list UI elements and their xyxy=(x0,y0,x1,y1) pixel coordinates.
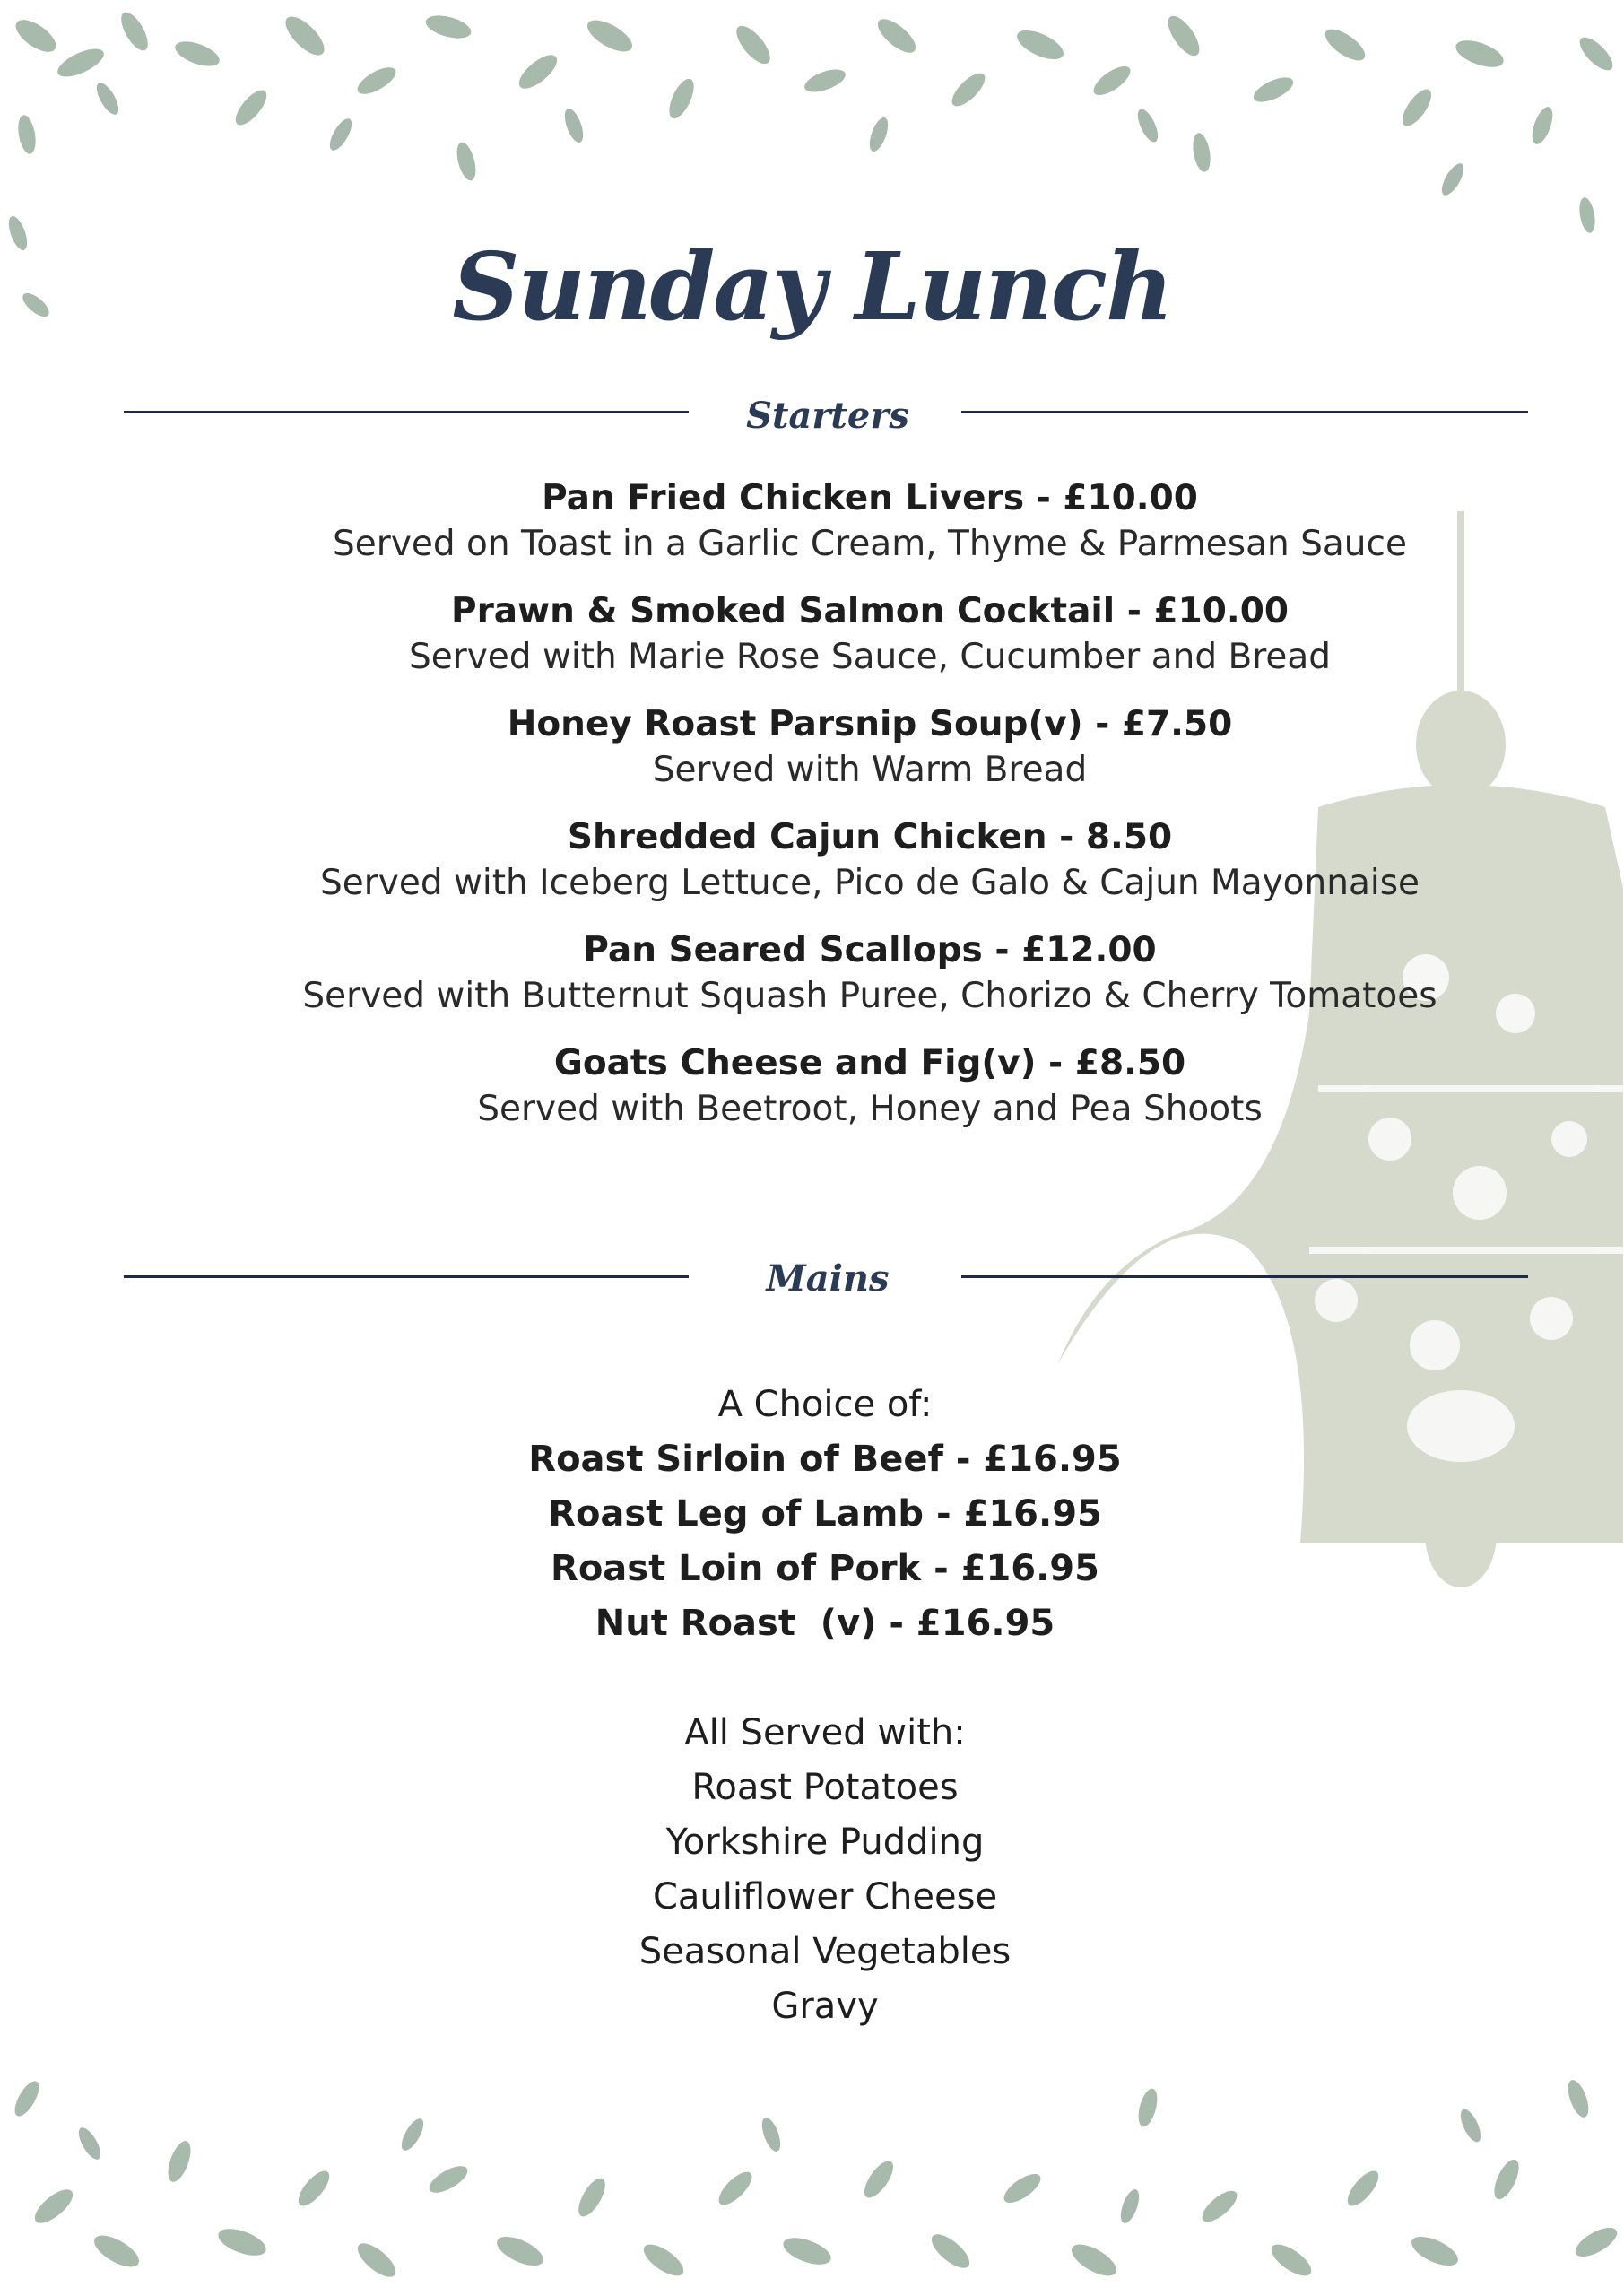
starters-heading: Starters xyxy=(746,395,909,437)
side-item: Roast Potatoes xyxy=(691,1767,959,1808)
mains-rule-right xyxy=(961,1275,1528,1278)
starter-description: Served with Iceberg Lettuce, Pico de Galo & Cajun Mayonnaise xyxy=(319,863,1420,903)
side-item: Gravy xyxy=(771,1986,879,2027)
starter-item xyxy=(143,701,1596,793)
side-item: Yorkshire Pudding xyxy=(665,1822,985,1863)
main-option: Roast Sirloin of Beef - £16.95 xyxy=(528,1439,1122,1480)
starter-description: Served with Butternut Squash Puree, Chorizo & Cherry Tomatoes xyxy=(302,976,1437,1016)
starter-name: Goats Cheese and Fig(v) - £8.50 xyxy=(553,1043,1186,1083)
starter-name: Pan Fried Chicken Livers - £10.00 xyxy=(542,478,1198,518)
starter-description: Served with Beetroot, Honey and Pea Shoots xyxy=(477,1089,1263,1129)
main-option: Nut Roast (v) - £16.95 xyxy=(595,1603,1055,1644)
main-option: Roast Leg of Lamb - £16.95 xyxy=(548,1493,1102,1535)
mains-intro: A Choice of: xyxy=(717,1384,933,1425)
starter-description: Served with Marie Rose Sauce, Cucumber and Bread xyxy=(408,637,1332,677)
served-with-heading: All Served with: xyxy=(684,1712,966,1753)
mains-heading: Mains xyxy=(766,1257,890,1300)
starter-description: Served on Toast in a Garlic Cream, Thyme & Parmesan Sauce xyxy=(333,524,1407,564)
starter-item xyxy=(143,475,1596,567)
starter-item xyxy=(143,814,1596,906)
mains-rule-left xyxy=(124,1275,689,1278)
starter-description: Served with Warm Bread xyxy=(652,750,1088,790)
starters-rule-right xyxy=(961,411,1528,413)
starter-item xyxy=(143,927,1596,1019)
side-item: Seasonal Vegetables xyxy=(638,1931,1012,1972)
starter-name: Prawn & Smoked Salmon Cocktail - £10.00 xyxy=(450,591,1289,631)
main-option: Roast Loin of Pork - £16.95 xyxy=(551,1548,1099,1589)
starter-item xyxy=(143,1040,1596,1132)
mains-list xyxy=(0,1378,1624,2034)
starters-list xyxy=(143,475,1596,1153)
starter-name: Honey Roast Parsnip Soup(v) - £7.50 xyxy=(507,704,1233,744)
menu-title: Sunday Lunch xyxy=(452,231,1172,342)
starters-rule-left xyxy=(124,411,689,413)
side-item: Cauliflower Cheese xyxy=(652,1876,998,1918)
starter-name: Pan Seared Scallops - £12.00 xyxy=(583,930,1157,970)
bottom-foliage-decoration xyxy=(0,2027,1624,2296)
starter-name: Shredded Cajun Chicken - 8.50 xyxy=(567,817,1173,857)
starter-item xyxy=(143,588,1596,680)
